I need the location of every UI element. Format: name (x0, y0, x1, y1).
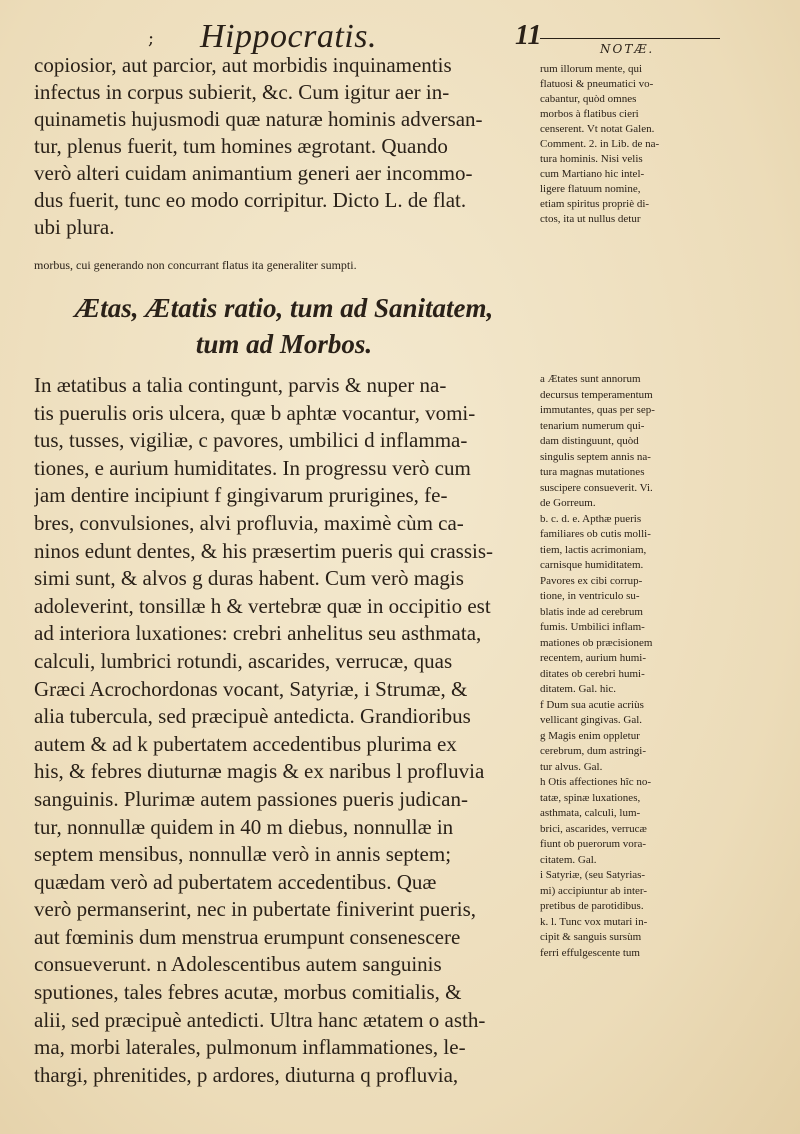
note-line: morbos à flatibus cieri (540, 108, 639, 120)
note-line: mationes ob præcisionem (540, 636, 653, 649)
text-line: copiosior, aut parcior, aut morbidis inquinamentis (34, 53, 452, 77)
note-line: Pavores ex cibi corrup- (540, 574, 643, 587)
text-line: verò alteri cuidam animantium generi aer incommo- (34, 161, 473, 185)
note-line: Comment. 2. in Lib. de na- (540, 138, 660, 150)
text-line: simi sunt, & alvos g duras habent. Cum verò magis (34, 566, 464, 591)
text-line: quædam verò ad pubertatem accedentibus. Quæ (34, 869, 437, 894)
main-text-top (34, 52, 534, 241)
header-dot: ; (148, 28, 155, 49)
text-line: jam dentire incipiunt f gingivarum prurigines, fe- (34, 483, 448, 508)
note-line: f Dum sua acutie acriùs (540, 698, 644, 711)
note-line: cum Martiano hic intel- (540, 168, 645, 180)
main-text-bottom (34, 372, 534, 1089)
text-line: aut fœminis dum menstrua erumpunt consenescere (34, 924, 461, 949)
note-line: asthmata, calculi, lum- (540, 807, 641, 819)
note-line: tur alvus. Gal. (540, 760, 603, 773)
text-line: tis puerulis oris ulcera, quæ b aphtæ vocantur, vomi- (34, 400, 476, 425)
note-line: suscipere consueverit. Vi. (540, 481, 653, 494)
note-line: rum illorum mente, qui (540, 63, 643, 75)
note-line: decursus temperamentum (540, 388, 653, 401)
running-title: Hippocratis. (200, 18, 377, 55)
text-line: ad interiora luxationes: crebri anhelitus seu asthmata, (34, 621, 482, 646)
note-line: cipit & sanguis sursùm (540, 931, 642, 943)
note-line: immutantes, quas per sep- (540, 404, 655, 416)
text-line: sanguinis. Plurimæ autem passiones pueris judican- (34, 786, 468, 811)
text-line: verò permanserint, nec in pubertate finiverint pueris, (34, 897, 477, 922)
text-line: sputiones, tales febres acutæ, morbus comitialis, & (34, 980, 462, 1005)
note-line: fiunt ob puerorum vora- (540, 838, 646, 850)
note-line: k. l. Tunc vox mutari in- (540, 915, 648, 928)
text-line: Græci Acrochordonas vocant, Satyriæ, i Strumæ, & (34, 676, 468, 701)
text-line: adoleverint, tonsillæ h & vertebræ quæ in occipitio est (34, 593, 491, 618)
heading-line: Ætas, Ætatis ratio, tum ad Sanitatem, (74, 293, 494, 323)
note-line: citatem. Gal. (540, 853, 597, 866)
note-line: etiam spiritus propriè di- (540, 198, 650, 210)
note-line: ferri effulgescente tum (540, 946, 640, 959)
note-line: vellicant gingivas. Gal. (540, 714, 643, 726)
note-line: tatæ, spinæ luxationes, (540, 791, 641, 804)
note-line: ligere flatuum nomine, (540, 183, 641, 195)
text-line: In ætatibus a talia contingunt, parvis & nuper na- (34, 373, 447, 397)
page-number: 11 (515, 20, 542, 51)
text-line: tus, tusses, vigiliæ, c pavores, umbilici d inflamma- (34, 428, 468, 453)
note-line: a Ætates sunt annorum (540, 373, 641, 385)
note-line: h Otis affectiones hîc no- (540, 776, 651, 788)
text-line: tur, nonnullæ quidem in 40 m diebus, nonnullæ in (34, 814, 454, 839)
note-line: cabantur, quòd omnes (540, 93, 637, 105)
note-line: mi) accipiuntur ab inter- (540, 884, 647, 897)
note-continuation: morbus, cui generando non concurrant flatus ita generaliter sumpti. (34, 258, 357, 272)
notes-label: NOTÆ. (600, 42, 655, 56)
note-line: de Gorreum. (540, 497, 596, 509)
note-line: brici, ascarides, verrucæ (540, 822, 647, 835)
note-line: tura magnas mutationes (540, 466, 645, 478)
section-heading (34, 290, 534, 362)
note-line: b. c. d. e. Apthæ pueris (540, 512, 642, 525)
full-width-note-line (34, 256, 734, 274)
text-line: alii, sed præcipuè antedicti. Ultra hanc ætatem o asth- (34, 1007, 486, 1032)
text-line: ma, morbi laterales, pulmonum inflammationes, le- (34, 1035, 466, 1060)
text-line: ninos edunt dentes, & his præsertim pueris qui crassis- (34, 538, 494, 563)
note-line: pretibus de parotidibus. (540, 900, 644, 912)
note-line: censerent. Vt notat Galen. (540, 123, 655, 135)
margin-notes-bottom (540, 372, 726, 961)
note-line: tione, in ventriculo su- (540, 590, 640, 602)
text-line: quinametis hujusmodi quæ naturæ hominis adversan- (34, 107, 483, 131)
margin-notes-top (540, 62, 726, 227)
note-line: cerebrum, dum astringi- (540, 745, 646, 757)
text-line: tur, plenus fuerit, tum homines ægrotant. Quando (34, 134, 448, 158)
note-line: tiem, lactis acrimoniam, (540, 543, 647, 556)
note-line: tenarium numerum qui- (540, 419, 645, 432)
note-line: recentem, aurium humi- (540, 652, 646, 664)
note-line: singulis septem annis na- (540, 450, 651, 463)
note-line: i Satyriæ, (seu Satyrias- (540, 869, 646, 881)
text-line: septem mensibus, nonnullæ verò in annis septem; (34, 842, 452, 867)
text-line: thargi, phrenitides, p ardores, diuturna q profluvia, (34, 1062, 459, 1087)
text-line: autem & ad k pubertatem accedentibus plurima ex (34, 731, 457, 756)
note-line: ditatem. Gal. hic. (540, 683, 617, 695)
note-line: carnisque humiditatem. (540, 559, 644, 571)
note-line: tura hominis. Nisi velis (540, 153, 643, 165)
text-line: his, & febres diuturnæ magis & ex naribus l profluvia (34, 759, 485, 784)
heading-line: tum ad Morbos. (195, 329, 373, 359)
note-line: familiares ob cutis molli- (540, 528, 651, 540)
note-line: blatis inde ad cerebrum (540, 605, 643, 618)
note-line: flatuosi & pneumatici vo- (540, 78, 654, 90)
text-line: tiones, e aurium humiditates. In progressu verò cum (34, 455, 471, 480)
note-line: dam distinguunt, quòd (540, 435, 639, 447)
text-line: ubi plura. (34, 215, 115, 239)
header-rule (540, 38, 720, 39)
text-line: alia tubercula, sed præcipuè antedicta. Grandioribus (34, 704, 471, 729)
text-line: consueverunt. n Adolescentibus autem sanguinis (34, 952, 442, 977)
text-line: bres, convulsiones, alvi profluvia, maximè cùm ca- (34, 510, 464, 535)
text-line: infectus in corpus subierit, &c. Cum igitur aer in- (34, 80, 450, 104)
note-line: fumis. Umbilici inflam- (540, 621, 645, 633)
note-line: ditates ob cerebri humi- (540, 667, 645, 680)
note-line: ctos, ita ut nullus detur (540, 213, 641, 225)
text-line: dus fuerit, tunc eo modo corripitur. Dicto L. de flat. (34, 188, 467, 212)
note-line: g Magis enim oppletur (540, 729, 640, 742)
text-line: calculi, lumbrici rotundi, ascarides, verrucæ, quas (34, 648, 453, 673)
